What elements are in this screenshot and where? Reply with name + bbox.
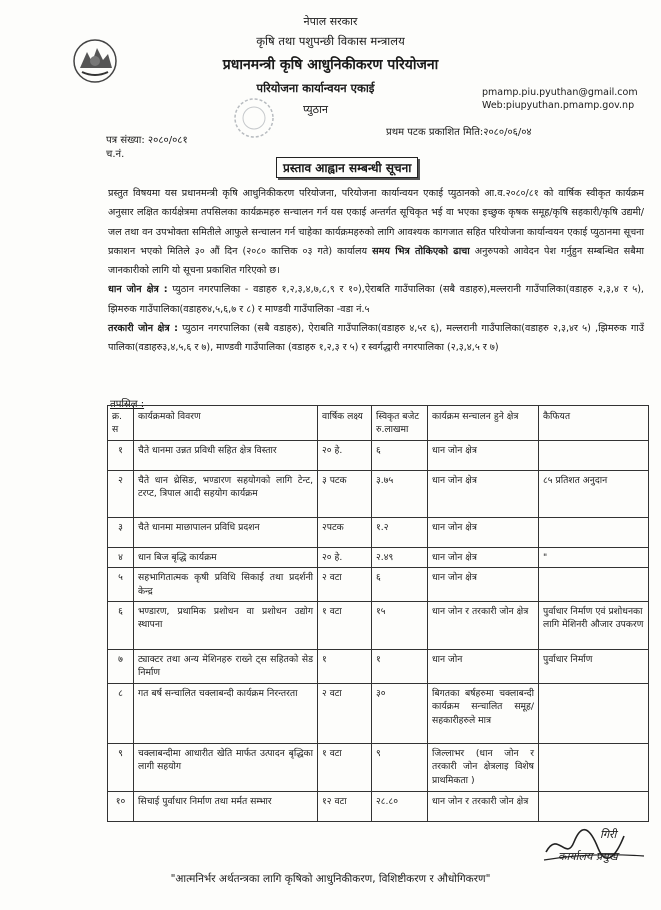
cell-sn: २ (108, 470, 134, 517)
cell-remark (539, 517, 649, 547)
cell-area: धान जोन क्षेत्र (428, 568, 539, 602)
cell-budget: ६ (372, 440, 428, 470)
cell-area: धान जोन क्षेत्र (428, 547, 539, 567)
table-row (108, 470, 649, 517)
schedule-label: तपसिल : (110, 399, 145, 410)
notice-title: प्रस्ताव आह्वान सम्बन्धी सूचना (276, 157, 418, 178)
cell-target: १२ वटा (318, 791, 372, 821)
cell-sn: ४ (108, 547, 134, 567)
col-header-area: कार्यक्रम सन्चालन हुने क्षेत्र (428, 406, 539, 441)
cell-budget: २.४९ (372, 547, 428, 567)
signatory-designation: कार्यालय प्रमुख (558, 850, 618, 863)
cell-area: बिगतका बर्षहरुमा चक्लाबन्दी कार्यक्रम सन्चालित समूह/ सहकारीहरुले मात्र (428, 683, 539, 743)
cell-remark (539, 743, 649, 791)
cell-budget: १ (372, 650, 428, 684)
cell-target: २ वटा (318, 568, 372, 602)
cell-sn: १ (108, 440, 134, 470)
cell-budget: १.२ (372, 517, 428, 547)
header-project: प्रधानमन्त्री कृषि आधुनिकीकरण परियोजना (222, 57, 439, 73)
cell-target: १ वटा (318, 602, 372, 650)
cell-target: १ (318, 650, 372, 684)
cell-description: सिचाई पुर्वाधार निर्माण तथा मर्मत सम्भार (134, 791, 318, 821)
notice-paragraph: प्रस्तुत विषयमा यस प्रधानमन्त्री कृषि आधुनिकीकरण परियोजना, परियोजना कार्यान्वयन एकाई प्युठानको आ.व.२०८०/८१ को वार्षिक स्वीकृत कार्यक्रम अनुसार लक्षित कार्यक्षेत्रमा तपसिलका कार्यक्रमहरु सन्चालन गर्न यस एकाई अन्तर्गत सूचिकृत भई वा भएका इच्छुक कृषक समूह/कृषि सहकारी/कृषि उद्यमी/जल तथा वन उपभोक्ता समितीले आफुले सन्चालन गर्न चाहेका कार्यक्रमहरुको लागि आवश्यक कागजात सहित परियोजना कार्यान्वयन एकाई प्युठानमा सूचना प्रकाशन भएको मितिले ३० औं दिन (२०८० कात्तिक ०३ गते) कार्यालय समय भित्र तोकिएको ढाचा अनुरुपको आवेदन पेश गर्नुहुन सम्बन्धित सबैमा जानकारीको लागि यो सूचना प्रकाशित गरिएको छ। (108, 188, 644, 277)
table-row (108, 743, 649, 791)
cell-description: धान बिज बृद्धि कार्यक्रम (134, 547, 318, 567)
cell-remark: पुर्वाधार निर्माण (539, 650, 649, 684)
cell-target: २ वटा (318, 683, 372, 743)
header-ministry: कृषि तथा पशुपन्छी विकास मन्त्रालय (256, 34, 405, 48)
cell-budget: ९ (372, 743, 428, 791)
header-government: नेपाल सरकार (303, 15, 358, 28)
cell-area: धान जोन क्षेत्र (428, 440, 539, 470)
cell-target: १ वटा (318, 743, 372, 791)
published-date: प्रथम पटक प्रकाशित मिति:२०८०/०६/०४ (386, 127, 532, 138)
cell-description: गत बर्ष सन्चालित चक्लाबन्दी कार्यक्रम निरन्तरता (134, 683, 318, 743)
cell-sn: १० (108, 791, 134, 821)
notice-body (108, 184, 644, 358)
cell-budget: १५ (372, 602, 428, 650)
program-table (107, 405, 649, 822)
cell-sn: ५ (108, 568, 134, 602)
cell-sn: ९ (108, 743, 134, 791)
cell-description: चैते धानमा माछापालन प्रविधि प्रदशन (134, 517, 318, 547)
cell-budget: ६ (372, 568, 428, 602)
cell-remark (539, 683, 649, 743)
cell-budget: ३.७५ (372, 470, 428, 517)
col-header-sn: क्र. स (108, 406, 134, 441)
table-row (108, 683, 649, 743)
cell-remark: पुर्वाधार निर्माण एवं प्रशोधनका लागि मेशिनरी औजार उपकरण (539, 602, 649, 650)
cell-sn: ३ (108, 517, 134, 547)
cell-budget: ३० (372, 683, 428, 743)
col-header-target: वार्षिक लक्ष्य (318, 406, 372, 441)
table-row (108, 602, 649, 650)
col-header-budget: स्विकृत बजेट रु.लाखमा (372, 406, 428, 441)
cell-description: ट्याक्टर तथा अन्य मेशिनहरु राख्ने ट्स सहितको सेड निर्माण (134, 650, 318, 684)
cell-description: चक्लाबन्दीमा आधारीत खेति मार्फत उत्पादन बृद्धिका लागी सहयोग (134, 743, 318, 791)
cell-remark: " (539, 547, 649, 567)
header-unit: परियोजना कार्यान्वयन एकाई (256, 81, 375, 95)
cell-target: २पटक (318, 517, 372, 547)
cell-area: धान जोन र तरकारी जोन क्षेत्र (428, 791, 539, 821)
cell-description: चैते धानमा उन्नत प्रविधी सहित क्षेत्र विस्तार (134, 440, 318, 470)
cell-area: धान जोन क्षेत्र (428, 470, 539, 517)
dhan-zone-paragraph: धान जोन क्षेत्र : प्युठान नगरपालिका - वडाहरु १,२,३,४,७,८,९ र १०),ऐराबति गाउँपालिका (सबै वडाहरु),मल्लरानी गाउँपालिका(वडाहरु २,३,४ र ५), झिमरुक गाउँपालिका(वडाहरु४,५,६,७ र ८) र माण्डवी गाउँपालिका -वडा नं.५ (108, 284, 644, 315)
cell-remark (539, 791, 649, 821)
signatory-name: गिरी (600, 828, 617, 841)
cell-budget: २८.८० (372, 791, 428, 821)
cell-remark (539, 440, 649, 470)
header-location: प्युठान (302, 103, 329, 116)
table-row (108, 517, 649, 547)
contact-email: pmamp.piu.pyuthan@gmail.com (482, 87, 638, 98)
table-row (108, 650, 649, 684)
table-row (108, 547, 649, 567)
letter-number: पत्र संख्या: २०८०/०८१ (106, 135, 188, 146)
cell-description: भण्डारण, प्रथामिक प्रशोधन वा प्रशोधन उद्योग स्थापना (134, 602, 318, 650)
cell-target: २० हे. (318, 440, 372, 470)
cell-remark (539, 568, 649, 602)
cell-sn: ८ (108, 683, 134, 743)
table-header-row (108, 406, 649, 441)
col-header-remark: कैफियत (539, 406, 649, 441)
cell-description: सहभागितात्मक कृषी प्रविधि सिकाई तथा प्रदर्शनी केन्द्र (134, 568, 318, 602)
table-row (108, 440, 649, 470)
table-row (108, 791, 649, 821)
cell-area: जिल्लाभर (धान जोन र तरकारी जोन क्षेत्रलाइ विशेष प्राथमिकता ) (428, 743, 539, 791)
cell-area: धान जोन र तरकारी जोन क्षेत्र (428, 602, 539, 650)
dispatch-number: च.नं. (106, 149, 125, 160)
footer-slogan: "आत्मनिर्भर अर्थतन्त्रका लागि कृषिको आधुनिकीकरण, विशिष्टीकरण र औधोगिकरण" (170, 873, 491, 885)
cell-sn: ७ (108, 650, 134, 684)
cell-target: २० हे. (318, 547, 372, 567)
cell-description: चैते धान थ्रेसिङ, भण्डारण सहयोगको लागि टेन्ट, टरप्ट, त्रिपाल आदी सहयोग कार्यक्रम (134, 470, 318, 517)
table-body (108, 440, 649, 821)
cell-area: धान जोन (428, 650, 539, 684)
office-stamp-icon (232, 96, 276, 140)
table-row (108, 568, 649, 602)
cell-remark: ८५ प्रतिशत अनुदान (539, 470, 649, 517)
cell-area: धान जोन क्षेत्र (428, 517, 539, 547)
cell-target: ३ पटक (318, 470, 372, 517)
cell-sn: ६ (108, 602, 134, 650)
contact-web: Web:piupyuthan.pmamp.gov.np (482, 100, 635, 111)
tarkari-zone-paragraph: तरकारी जोन क्षेत्र : प्युठान नगरपालिका (सबै वडाहरु), ऐराबति गाउँपालिका(वडाहरु ४,५र ६), मल्लरानी गाउँपालिका(वडाहरु २,३,४र ५) ,झिमरुक गाउँ पालिका(वडाहरु३,४,५,६ र ७), माण्डवी गाउँपालिका (वडाहरु १,२,३ र ५) र स्वर्गद्धारी नगरपालिका (२,३,४,५ र ७) (108, 323, 644, 354)
col-header-description: कार्यक्रमको विवरण (134, 406, 318, 441)
